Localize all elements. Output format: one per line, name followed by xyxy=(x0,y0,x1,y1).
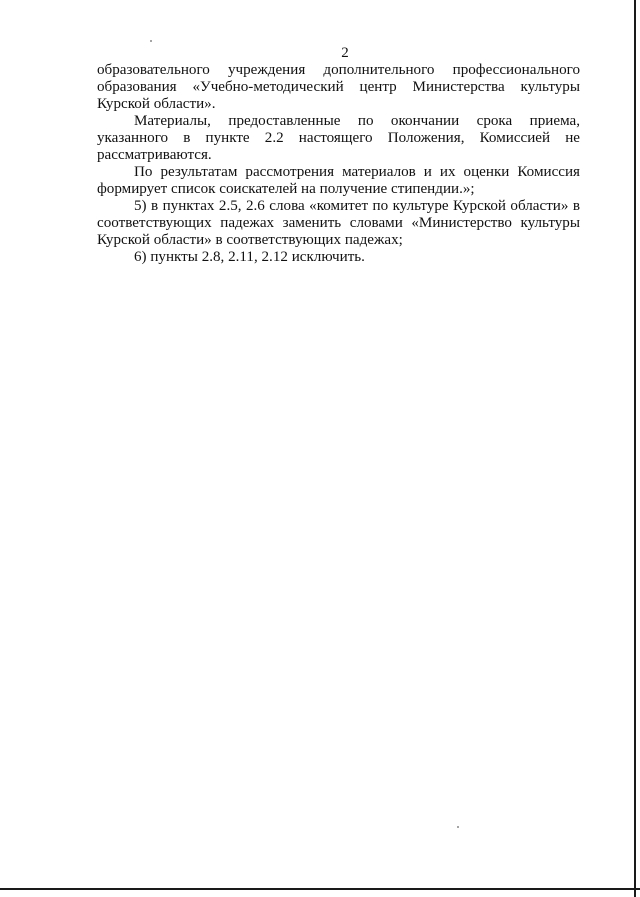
text-line: 6) пункты 2.8, 2.11, 2.12 исключить. xyxy=(134,249,365,265)
text-line: По результатам рассмотрения материалов и их оценки Комиссия xyxy=(134,164,580,180)
text-line: образовательного учреждения дополнительного профессионального xyxy=(97,62,580,78)
text-line: 5) в пунктах 2.5, 2.6 слова «комитет по культуре Курской области» в xyxy=(134,198,580,214)
text-line: формирует список соискателей на получение стипендии.»; xyxy=(97,181,475,197)
text-line: образования «Учебно-методический центр Министерства культуры xyxy=(97,79,580,95)
document-body xyxy=(97,62,580,266)
text-line: Курской области» в соответствующих падежах; xyxy=(97,232,403,248)
text-line: соответствующих падежах заменить словами «Министерство культуры xyxy=(97,215,580,231)
scan-edge-bottom xyxy=(0,888,640,890)
text-line: указанного в пункте 2.2 настоящего Положения, Комиссией не xyxy=(97,130,580,146)
text-line: Материалы, предоставленные по окончании срока приема, xyxy=(134,113,580,129)
page-number: 2 xyxy=(341,45,349,61)
text-line: Курской области». xyxy=(97,96,216,112)
scan-speck xyxy=(457,826,459,828)
text-line: рассматриваются. xyxy=(97,147,212,163)
scan-speck xyxy=(150,40,152,42)
scan-edge-right xyxy=(634,0,636,897)
